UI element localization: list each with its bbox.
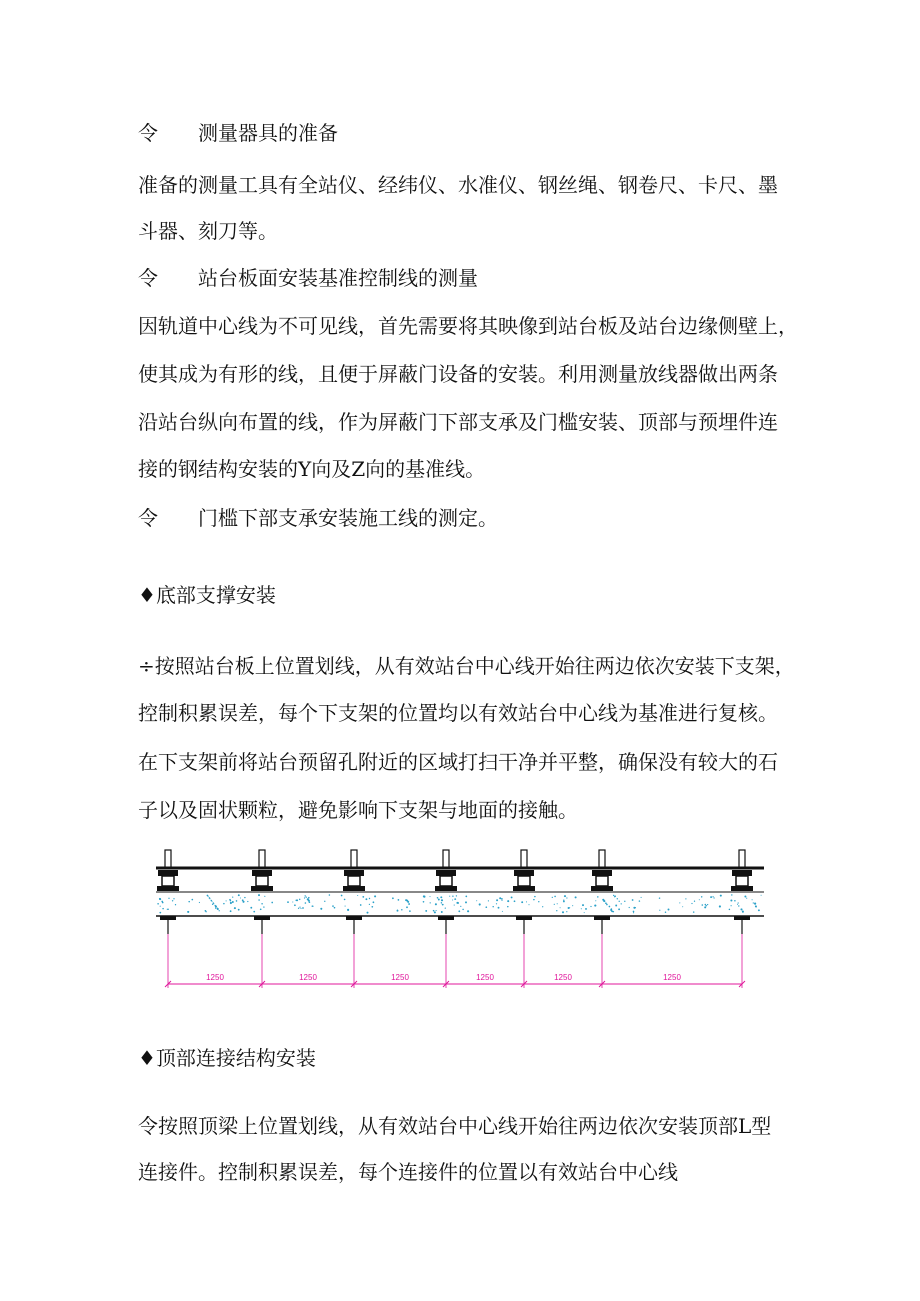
dimension-label: 1250 xyxy=(206,973,224,982)
concrete-dot xyxy=(320,908,322,910)
concrete-dot xyxy=(401,909,403,911)
bullet-marker: 令 xyxy=(138,121,158,145)
concrete-dot xyxy=(347,909,349,911)
concrete-dot xyxy=(429,896,430,897)
post-bracket xyxy=(158,870,178,876)
post-bracket xyxy=(592,870,612,876)
concrete-dot xyxy=(441,902,442,903)
concrete-dot xyxy=(582,904,584,906)
concrete-dot xyxy=(271,902,273,904)
concrete-dot xyxy=(639,900,640,901)
anchor-plate xyxy=(516,916,532,920)
post-body xyxy=(596,876,608,886)
post-body xyxy=(736,876,748,886)
concrete-dot xyxy=(207,896,208,897)
concrete-dot xyxy=(605,902,607,904)
concrete-dot xyxy=(406,906,408,908)
concrete-dot xyxy=(668,909,670,911)
paragraph-line: 子以及固状颗粒，避免影响下支架与地面的接触。 xyxy=(138,798,578,822)
concrete-dot xyxy=(557,903,558,904)
concrete-dot xyxy=(572,905,573,906)
post-upright xyxy=(521,850,527,868)
post-body xyxy=(162,876,174,886)
concrete-dot xyxy=(334,907,336,909)
concrete-dot xyxy=(575,896,577,898)
anchor-plate xyxy=(254,916,270,920)
concrete-dot xyxy=(392,897,394,899)
concrete-dot xyxy=(160,906,161,907)
concrete-dot xyxy=(514,900,516,902)
concrete-dot xyxy=(710,896,712,898)
concrete-dots xyxy=(157,894,761,913)
concrete-dot xyxy=(205,911,206,912)
concrete-dot xyxy=(614,896,615,897)
concrete-dot xyxy=(479,903,481,905)
concrete-dot xyxy=(438,899,440,901)
paragraph-line: 连接件。控制积累误差，每个连接件的位置以有效站台中心线 xyxy=(138,1160,678,1184)
concrete-dot xyxy=(705,904,707,906)
heading-text: 测量器具的准备 xyxy=(198,121,338,145)
concrete-dot xyxy=(308,897,310,899)
paragraph-line: ÷按照站台板上位置划线，从有效站台中心线开始往两边依次安装下支架， xyxy=(138,654,795,678)
concrete-dot xyxy=(552,897,553,898)
concrete-dot xyxy=(633,912,634,913)
concrete-dot xyxy=(528,904,529,905)
dimension-label: 1250 xyxy=(554,973,572,982)
heading-text: 底部支撑安装 xyxy=(155,583,276,607)
concrete-dot xyxy=(499,897,501,899)
concrete-dot xyxy=(744,896,746,898)
concrete-dot xyxy=(597,896,599,898)
concrete-dot xyxy=(560,907,561,908)
post-bracket xyxy=(514,870,534,876)
baseline-heading xyxy=(138,266,478,290)
concrete-dot xyxy=(226,900,227,901)
post-body xyxy=(256,876,268,886)
concrete-dot xyxy=(629,907,630,908)
concrete-dot xyxy=(719,905,721,907)
concrete-dot xyxy=(624,901,625,902)
concrete-dot xyxy=(581,908,582,909)
concrete-dot xyxy=(606,904,608,906)
dimension-label: 1250 xyxy=(299,973,317,982)
concrete-dot xyxy=(371,906,373,908)
concrete-dot xyxy=(369,898,370,899)
concrete-dot xyxy=(209,898,210,899)
paragraph-line: 在下支架前将站台预留孔附近的区域打扫干净并平整，确保没有较大的石 xyxy=(138,750,778,774)
concrete-dot xyxy=(172,900,173,901)
concrete-dot xyxy=(168,898,169,899)
concrete-dot xyxy=(211,901,212,902)
concrete-dot xyxy=(308,900,310,902)
concrete-dot xyxy=(238,909,240,911)
diamond-marker: ♦ xyxy=(138,583,156,607)
concrete-dot xyxy=(304,897,305,898)
concrete-dot xyxy=(756,906,757,907)
concrete-dot xyxy=(437,897,439,899)
concrete-dot xyxy=(242,899,244,901)
concrete-dot xyxy=(694,901,695,902)
concrete-dot xyxy=(219,910,220,911)
anchor-plate xyxy=(734,916,750,920)
concrete-dot xyxy=(633,911,635,913)
concrete-dot xyxy=(641,897,642,898)
concrete-dot xyxy=(397,910,399,912)
concrete-dot xyxy=(159,898,161,900)
concrete-dot xyxy=(188,901,190,903)
concrete-dot xyxy=(566,911,567,912)
post-upright xyxy=(739,850,745,868)
heading-text: 顶部连接结构安装 xyxy=(155,1046,316,1070)
concrete-dot xyxy=(287,901,289,903)
concrete-dot xyxy=(230,902,232,904)
concrete-dot xyxy=(409,910,411,912)
concrete-dot xyxy=(496,899,498,901)
post-upright xyxy=(351,850,357,868)
anchor-plate xyxy=(594,916,610,920)
concrete-dot xyxy=(562,911,564,913)
anchor-plate xyxy=(346,916,362,920)
post-base-plate xyxy=(343,886,365,891)
concrete-dot xyxy=(441,899,443,901)
bottom-support-elevation-drawing xyxy=(154,846,774,996)
concrete-dot xyxy=(752,899,753,900)
concrete-dot xyxy=(538,901,539,902)
concrete-dot xyxy=(615,905,617,907)
concrete-dot xyxy=(584,912,585,913)
concrete-dot xyxy=(753,902,754,903)
concrete-dot xyxy=(449,896,450,897)
concrete-dot xyxy=(215,905,217,907)
concrete-dot xyxy=(440,896,442,898)
concrete-dot xyxy=(730,899,732,901)
concrete-dot xyxy=(713,897,714,898)
concrete-dot xyxy=(295,900,296,901)
concrete-dot xyxy=(407,901,409,903)
tools-heading xyxy=(138,121,338,145)
concrete-dot xyxy=(693,911,694,912)
concrete-dot xyxy=(609,906,611,908)
concrete-dot xyxy=(187,911,189,913)
post-body xyxy=(518,876,530,886)
concrete-dot xyxy=(563,900,565,902)
concrete-dot xyxy=(445,907,446,908)
concrete-dot xyxy=(442,904,444,906)
concrete-dot xyxy=(621,903,622,904)
concrete-dot xyxy=(685,898,686,899)
concrete-dot xyxy=(498,907,500,909)
bottom-support-heading xyxy=(138,583,276,607)
paragraph-line: 斗器、刻刀等。 xyxy=(138,219,278,243)
concrete-dot xyxy=(423,895,425,897)
concrete-dot xyxy=(192,899,194,901)
concrete-dot xyxy=(341,895,343,897)
dimension-label: 1250 xyxy=(476,973,494,982)
concrete-dot xyxy=(434,911,436,913)
concrete-dot xyxy=(659,910,660,911)
bullet-marker: 令 xyxy=(138,506,158,530)
concrete-dot xyxy=(691,903,692,904)
concrete-dot xyxy=(458,910,460,912)
concrete-dot xyxy=(329,894,331,896)
concrete-dot xyxy=(312,906,313,907)
heading-text: 站台板面安装基准控制线的测量 xyxy=(198,266,478,290)
concrete-dot xyxy=(430,902,431,903)
concrete-dot xyxy=(556,910,557,911)
concrete-dot xyxy=(369,904,370,905)
concrete-dot xyxy=(611,910,613,912)
concrete-dot xyxy=(344,899,346,901)
concrete-dot xyxy=(398,899,400,901)
concrete-dot xyxy=(258,899,260,901)
concrete-dot xyxy=(564,895,566,897)
concrete-dot xyxy=(373,901,375,903)
paragraph-line: 接的钢结构安装的Y向及Z向的基准线。 xyxy=(138,457,486,481)
concrete-dot xyxy=(460,906,461,907)
concrete-dot xyxy=(299,907,300,908)
concrete-dot xyxy=(740,908,742,910)
paragraph-line: 因轨道中心线为不可见线，首先需要将其映像到站台板及站台边缘侧壁上， xyxy=(138,314,798,338)
bullet-marker: 令 xyxy=(138,266,158,290)
concrete-dot xyxy=(521,901,523,903)
concrete-dot xyxy=(617,898,618,899)
concrete-dot xyxy=(244,897,245,898)
concrete-dot xyxy=(488,900,489,901)
concrete-dot xyxy=(212,904,213,905)
concrete-dot xyxy=(746,898,747,899)
concrete-dot xyxy=(408,903,410,905)
concrete-dot xyxy=(595,900,596,901)
concrete-dot xyxy=(454,905,455,906)
concrete-dot xyxy=(199,902,200,903)
concrete-dot xyxy=(633,907,635,909)
post-base-plate xyxy=(157,886,179,891)
concrete-dot xyxy=(701,904,703,906)
concrete-dot xyxy=(704,906,706,908)
concrete-dot xyxy=(465,901,467,903)
concrete-dot xyxy=(217,908,219,910)
post-bracket xyxy=(436,870,456,876)
concrete-dot xyxy=(705,905,706,906)
concrete-dot xyxy=(734,900,736,902)
concrete-dot xyxy=(761,895,762,896)
paragraph-line: 沿站台纵向布置的线，作为屏蔽门下部支承及门槛安装、顶部与预埋件连 xyxy=(138,410,778,434)
concrete-dot xyxy=(167,909,168,910)
concrete-dot xyxy=(253,911,255,913)
concrete-dot xyxy=(467,910,469,912)
concrete-dot xyxy=(173,898,174,899)
concrete-dot xyxy=(299,899,300,900)
concrete-dot xyxy=(731,894,732,895)
concrete-dot xyxy=(533,899,535,901)
concrete-dot xyxy=(306,897,307,898)
concrete-dot xyxy=(300,908,301,909)
concrete-dot xyxy=(157,903,159,905)
concrete-dot xyxy=(230,900,232,902)
concrete-dot xyxy=(496,903,497,904)
concrete-dot xyxy=(332,905,334,907)
concrete-dot xyxy=(374,895,376,897)
post-body xyxy=(348,876,360,886)
concrete-dot xyxy=(294,904,296,906)
post-bracket xyxy=(344,870,364,876)
concrete-dot xyxy=(230,910,232,912)
concrete-dot xyxy=(554,896,556,898)
concrete-dot xyxy=(250,907,252,909)
concrete-dot xyxy=(367,912,369,914)
concrete-dot xyxy=(526,901,527,902)
concrete-dot xyxy=(699,899,700,900)
concrete-dot xyxy=(236,900,238,902)
concrete-slab xyxy=(156,892,764,916)
concrete-dot xyxy=(682,906,683,907)
concrete-dot xyxy=(452,895,453,896)
concrete-dot xyxy=(260,908,262,910)
concrete-dot xyxy=(712,896,713,897)
concrete-dot xyxy=(511,896,513,898)
post-upright xyxy=(443,850,449,868)
concrete-dot xyxy=(261,903,263,905)
concrete-dot xyxy=(436,910,437,911)
concrete-dot xyxy=(476,900,477,901)
concrete-dot xyxy=(240,898,241,899)
diamond-marker: ♦ xyxy=(138,1046,156,1070)
post-upright xyxy=(259,850,265,868)
concrete-dot xyxy=(737,904,738,905)
post-base-plate xyxy=(435,886,457,891)
concrete-dot xyxy=(492,906,493,907)
concrete-dot xyxy=(707,904,708,905)
anchor-plate xyxy=(160,916,176,920)
concrete-dot xyxy=(754,903,756,905)
dimension-lines xyxy=(165,934,745,988)
concrete-dot xyxy=(425,910,427,912)
concrete-dot xyxy=(585,908,587,910)
paragraph-line: 使其成为有形的线，且便于屏蔽门设备的安装。利用测量放线器做出两条 xyxy=(138,362,778,386)
concrete-dot xyxy=(454,898,456,900)
concrete-dot xyxy=(238,894,240,896)
concrete-dot xyxy=(232,901,234,903)
concrete-dot xyxy=(462,909,464,911)
concrete-dot xyxy=(758,909,760,911)
concrete-dot xyxy=(360,904,362,906)
concrete-dot xyxy=(665,911,666,912)
concrete-dot xyxy=(362,896,364,898)
concrete-dot xyxy=(345,906,346,907)
concrete-dot xyxy=(534,896,535,897)
concrete-dot xyxy=(258,894,260,896)
post-bracket xyxy=(252,870,272,876)
post-base-plate xyxy=(731,886,753,891)
post-base-plate xyxy=(251,886,273,891)
concrete-dot xyxy=(357,895,358,896)
post-upright xyxy=(599,850,605,868)
concrete-dot xyxy=(162,902,164,904)
concrete-dot xyxy=(213,903,214,904)
concrete-dot xyxy=(594,905,596,907)
concrete-dot xyxy=(659,897,660,898)
concrete-dot xyxy=(619,901,620,902)
concrete-dot xyxy=(542,906,543,907)
concrete-dot xyxy=(720,895,722,897)
concrete-dot xyxy=(423,901,425,903)
concrete-dot xyxy=(590,906,591,907)
concrete-dot xyxy=(175,904,176,905)
paragraph-line: 准备的测量工具有全站仪、经纬仪、水准仪、钢丝绳、钢卷尺、卡尺、墨 xyxy=(138,173,778,197)
concrete-dot xyxy=(159,912,161,914)
concrete-dot xyxy=(305,902,307,904)
concrete-dot xyxy=(304,895,305,896)
concrete-dot xyxy=(507,900,509,902)
anchor-plate xyxy=(438,916,454,920)
concrete-dot xyxy=(263,906,264,907)
dimension-label: 1250 xyxy=(663,973,681,982)
concrete-dot xyxy=(501,898,503,900)
concrete-dot xyxy=(234,907,236,909)
concrete-dot xyxy=(566,897,567,898)
concrete-dot xyxy=(738,902,739,903)
concrete-dot xyxy=(457,902,459,904)
paragraph-line: 令按照顶梁上位置划线，从有效站台中心线开始往两边依次安装顶部L型 xyxy=(138,1114,772,1138)
concrete-dot xyxy=(365,898,367,900)
concrete-dot xyxy=(215,908,216,909)
post-body xyxy=(440,876,452,886)
concrete-dot xyxy=(435,903,437,905)
post-bracket xyxy=(732,870,752,876)
post-base-plate xyxy=(591,886,613,891)
concrete-dot xyxy=(701,896,702,897)
paragraph-line: 控制积累误差，每个下支架的位置均以有效站台中心线为基准进行复核。 xyxy=(138,701,778,725)
post-upright xyxy=(165,850,171,868)
concrete-dot xyxy=(292,901,293,902)
top-connection-heading xyxy=(138,1046,316,1070)
concrete-dot xyxy=(738,905,739,906)
concrete-dot xyxy=(485,906,487,908)
concrete-dot xyxy=(264,896,265,897)
concrete-dot xyxy=(502,911,503,912)
concrete-dot xyxy=(679,902,680,903)
concrete-dot xyxy=(441,911,443,913)
concrete-dot xyxy=(232,896,233,897)
concrete-dot xyxy=(302,907,304,909)
concrete-dot xyxy=(507,906,509,908)
dimension-label: 1250 xyxy=(391,973,409,982)
concrete-dot xyxy=(298,908,299,909)
concrete-dot xyxy=(456,895,457,896)
post-base-plate xyxy=(513,886,535,891)
concrete-dot xyxy=(501,900,502,901)
concrete-dot xyxy=(433,910,435,912)
concrete-dot xyxy=(324,901,325,902)
heading-text: 门槛下部支承安装施工线的测定。 xyxy=(198,506,498,530)
concrete-dot xyxy=(247,901,248,902)
concrete-dot xyxy=(632,899,634,901)
concrete-dot xyxy=(554,904,555,905)
concrete-dot xyxy=(452,899,453,900)
concrete-dot xyxy=(465,896,467,898)
concrete-dot xyxy=(618,908,620,910)
concrete-dot xyxy=(223,903,225,905)
concrete-dot xyxy=(568,907,570,909)
concrete-dot xyxy=(613,895,614,896)
concrete-dot xyxy=(731,905,732,906)
concrete-dot xyxy=(603,900,605,902)
threshold-heading xyxy=(138,506,498,530)
concrete-dot xyxy=(162,908,164,910)
concrete-dot xyxy=(729,909,731,911)
concrete-dot xyxy=(742,910,743,911)
